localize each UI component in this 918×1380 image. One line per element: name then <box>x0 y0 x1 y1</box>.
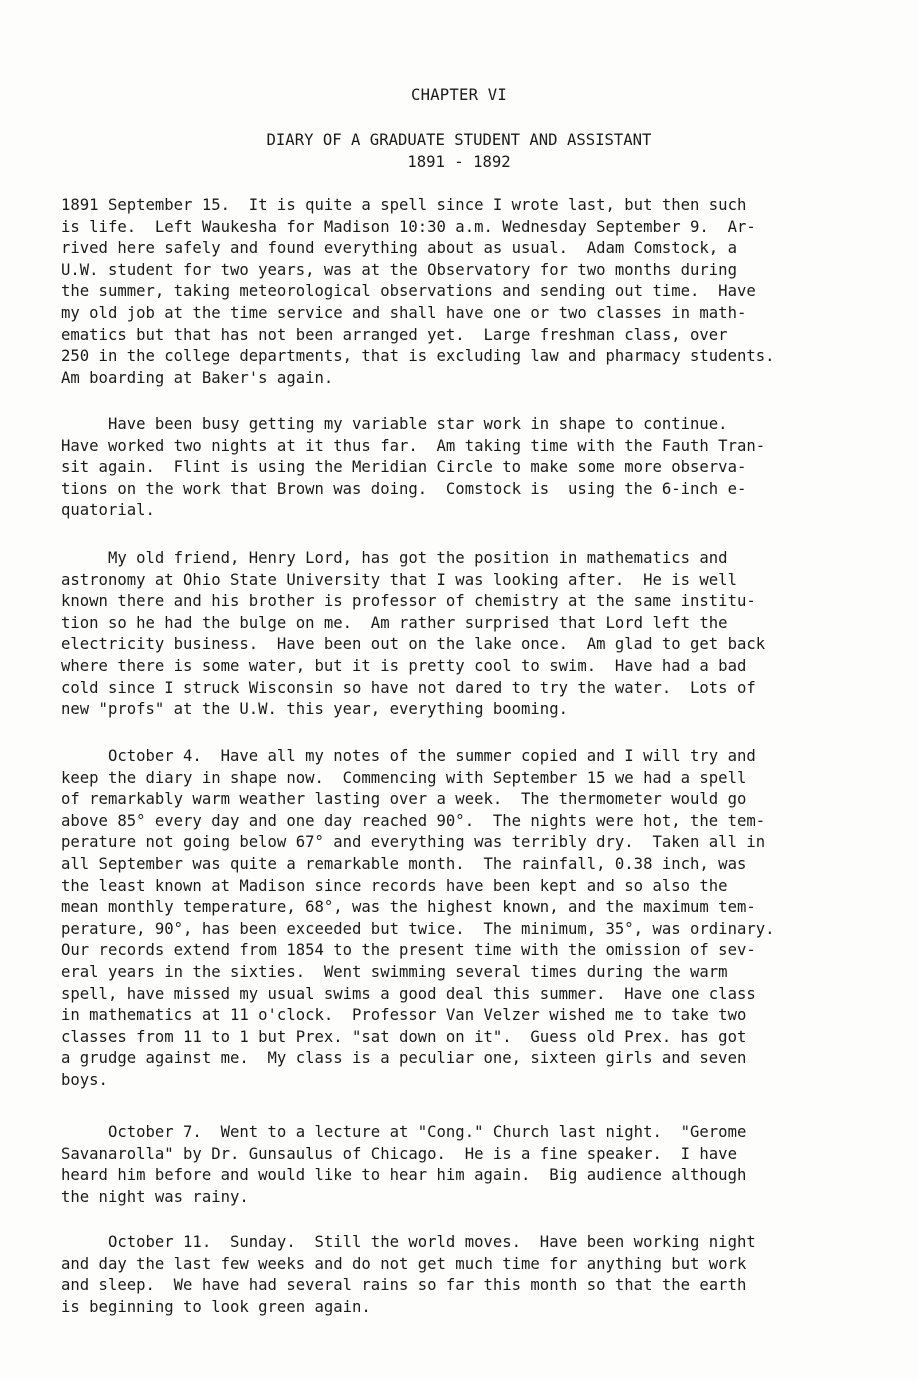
text-line: astronomy at Ohio State University that I was looking after. He is well <box>61 570 737 589</box>
text-line: October 4. Have all my notes of the summer copied and I will try and <box>61 747 756 765</box>
text-line: my old job at the time service and shall have one or two classes in math- <box>61 303 747 322</box>
text-line: cold since I struck Wisconsin so have not dared to try the water. Lots of <box>61 678 756 697</box>
text-line: known there and his brother is professor of chemistry at the same institu- <box>61 592 756 611</box>
text-line: heard him before and would like to hear him again. Big audience although <box>61 1166 747 1185</box>
text-line: mean monthly temperature, 68°, was the highest known, and the maximum tem- <box>61 898 756 917</box>
text-line: and sleep. We have had several rains so far this month so that the earth <box>61 1276 747 1295</box>
text-line: Savanarolla" by Dr. Gunsaulus of Chicago. He is a fine speaker. I have <box>61 1144 737 1163</box>
diary-entry-paragraph <box>61 548 901 721</box>
text-line: October 11. Sunday. Still the world moves. Have been working night <box>61 1233 756 1251</box>
text-line: perature, 90°, has been exceeded but twice. The minimum, 35°, was ordinary. <box>61 919 775 938</box>
text-line: the summer, taking meteorological observations and sending out time. Have <box>61 282 756 301</box>
diary-entry-paragraph <box>61 195 901 389</box>
text-line: quatorial. <box>61 501 155 520</box>
text-line: October 7. Went to a lecture at "Cong." Church last night. "Gerome <box>61 1123 747 1141</box>
diary-entry-paragraph <box>61 414 901 522</box>
diary-entry-paragraph <box>61 746 901 1092</box>
text-line: sit again. Flint is using the Meridian Circle to make some more observa- <box>61 458 747 477</box>
text-line: Have worked two nights at it thus far. Am taking time with the Fauth Tran- <box>61 436 766 455</box>
text-line: in mathematics at 11 o'clock. Professor Van Velzer wished me to take two <box>61 1006 747 1025</box>
text-line: spell, have missed my usual swims a good deal this summer. Have one class <box>61 984 756 1003</box>
text-line: all September was quite a remarkable month. The rainfall, 0.38 inch, was <box>61 854 747 873</box>
text-line: Our records extend from 1854 to the present time with the omission of sev- <box>61 941 756 960</box>
text-line: tions on the work that Brown was doing. Comstock is using the 6-inch e- <box>61 479 747 498</box>
text-line: Am boarding at Baker's again. <box>61 368 334 387</box>
diary-entry-paragraph <box>61 1122 901 1208</box>
text-line: of remarkably warm weather lasting over a week. The thermometer would go <box>61 790 747 809</box>
text-line: where there is some water, but it is pretty cool to swim. Have had a bad <box>61 656 747 675</box>
text-line: above 85° every day and one day reached 90°. The nights were hot, the tem- <box>61 811 766 830</box>
text-line: classes from 11 to 1 but Prex. "sat down on it". Guess old Prex. has got <box>61 1027 747 1046</box>
text-line: 250 in the college departments, that is excluding law and pharmacy students. <box>61 347 775 366</box>
text-line: ematics but that has not been arranged yet. Large freshman class, over <box>61 325 728 344</box>
text-line: is life. Left Waukesha for Madison 10:30 a.m. Wednesday September 9. Ar- <box>61 217 756 236</box>
document-title: DIARY OF A GRADUATE STUDENT AND ASSISTANT <box>266 131 652 149</box>
chapter-heading: CHAPTER VI <box>411 86 507 104</box>
document-years: 1891 - 1892 <box>407 153 511 171</box>
diary-entry-paragraph <box>61 1232 901 1318</box>
text-line: keep the diary in shape now. Commencing with September 15 we had a spell <box>61 768 747 787</box>
text-line: U.W. student for two years, was at the Observatory for two months during <box>61 260 737 279</box>
text-line: perature not going below 67° and everything was terribly dry. Taken all in <box>61 833 766 852</box>
text-line: the least known at Madison since records have been kept and so also the <box>61 876 728 895</box>
text-line: is beginning to look green again. <box>61 1297 371 1316</box>
text-line: eral years in the sixties. Went swimming several times during the warm <box>61 962 728 981</box>
text-line: a grudge against me. My class is a peculiar one, sixteen girls and seven <box>61 1049 747 1068</box>
text-line: tion so he had the bulge on me. Am rather surprised that Lord left the <box>61 613 728 632</box>
text-line: rived here safely and found everything about as usual. Adam Comstock, a <box>61 239 737 258</box>
text-line: Have been busy getting my variable star work in shape to continue. <box>61 415 728 433</box>
text-line: the night was rainy. <box>61 1187 249 1206</box>
text-line: boys. <box>61 1070 108 1089</box>
text-line: and day the last few weeks and do not get much time for anything but work <box>61 1254 747 1273</box>
text-line: new "profs" at the U.W. this year, everything booming. <box>61 700 568 719</box>
text-line: My old friend, Henry Lord, has got the position in mathematics and <box>61 549 728 567</box>
text-line: 1891 September 15. It is quite a spell since I wrote last, but then such <box>61 196 747 214</box>
text-line: electricity business. Have been out on the lake once. Am glad to get back <box>61 635 766 654</box>
